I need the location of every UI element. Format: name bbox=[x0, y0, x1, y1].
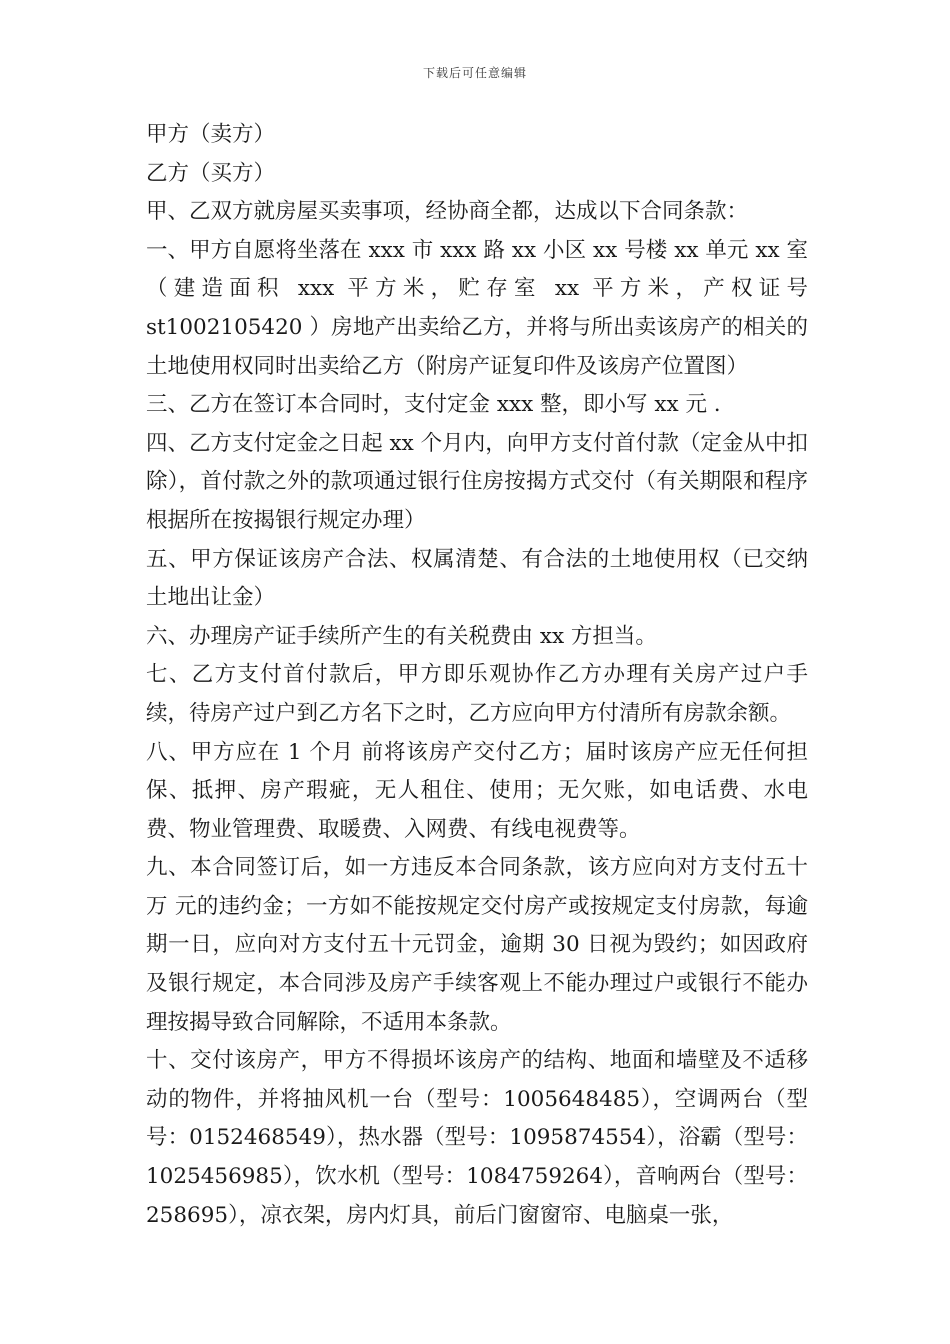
party-b-line: 乙方（买方） bbox=[146, 160, 276, 186]
clause-1: 一、甲方自愿将坐落在 xxx 市 xxx 路 xx 小区 xx 号楼 xx 单元 xx 室（建造面积 xxx 平方米，贮存室 xx 平方米，产权证号 st1002105420 ）房地产出卖给乙方，并将与所出卖该房产的相关的土地使用权同时出卖给乙方（附房产证复印件及该房产位置图） bbox=[146, 237, 808, 379]
contract-body bbox=[146, 116, 808, 1235]
clause-6: 六、办理房产证手续所产生的有关税费由 xx 方担当。 bbox=[146, 623, 657, 649]
clause-5: 五、甲方保证该房产合法、权属清楚、有合法的土地使用权（已交纳土地出让金） bbox=[146, 546, 808, 611]
clause-4: 四、乙方支付定金之日起 xx 个月内，向甲方支付首付款（定金从中扣除），首付款之外的款项通过银行住房按揭方式交付（有关期限和程序根据所在按揭银行规定办理） bbox=[146, 430, 808, 533]
header-note: 下载后可任意编辑 bbox=[422, 66, 527, 80]
clause-8: 八、甲方应在 1 个月 前将该房产交付乙方；届时该房产应无任何担保、抵押、房产瑕疵，无人租住、使用；无欠账，如电话费、水电费、物业管理费、取暖费、入网费、有线电视费等。 bbox=[146, 739, 808, 842]
clause-7: 七、乙方支付首付款后，甲方即乐观协作乙方办理有关房产过户手续，待房产过户到乙方名下之时，乙方应向甲方付清所有房款余额。 bbox=[146, 662, 808, 726]
clause-9: 九、本合同签订后，如一方违反本合同条款，该方应向对方支付五十万 元的违约金；一方如不能按规定交付房产或按规定支付房款，每逾期一日，应向对方支付五十元罚金，逾期 30 日视为毁约；如因政府及银行规定，本合同涉及房产手续客观上不能办理过户或银行不能办理按揭导致合同解除，不适用本条款。 bbox=[146, 855, 808, 1035]
party-a-line: 甲方（卖方） bbox=[146, 122, 276, 147]
clause-10: 十、交付该房产，甲方不得损坏该房产的结构、地面和墙壁及不适移动的物件，并将抽风机一台（型号：1005648485），空调两台（型号：0152468549），热水器（型号：1095874554），浴霸（型号：1025456985），饮水机（型号：1084759264），音响两台（型号：258695），凉衣架，房内灯具，前后门窗窗帘、电脑桌一张， bbox=[146, 1048, 808, 1228]
preamble-paragraph: 甲、乙双方就房屋买卖事项，经协商全都，达成以下合同条款： bbox=[146, 199, 749, 225]
clause-3: 三、乙方在签订本合同时，支付定金 xxx 整，即小写 xx 元 . bbox=[146, 392, 721, 418]
